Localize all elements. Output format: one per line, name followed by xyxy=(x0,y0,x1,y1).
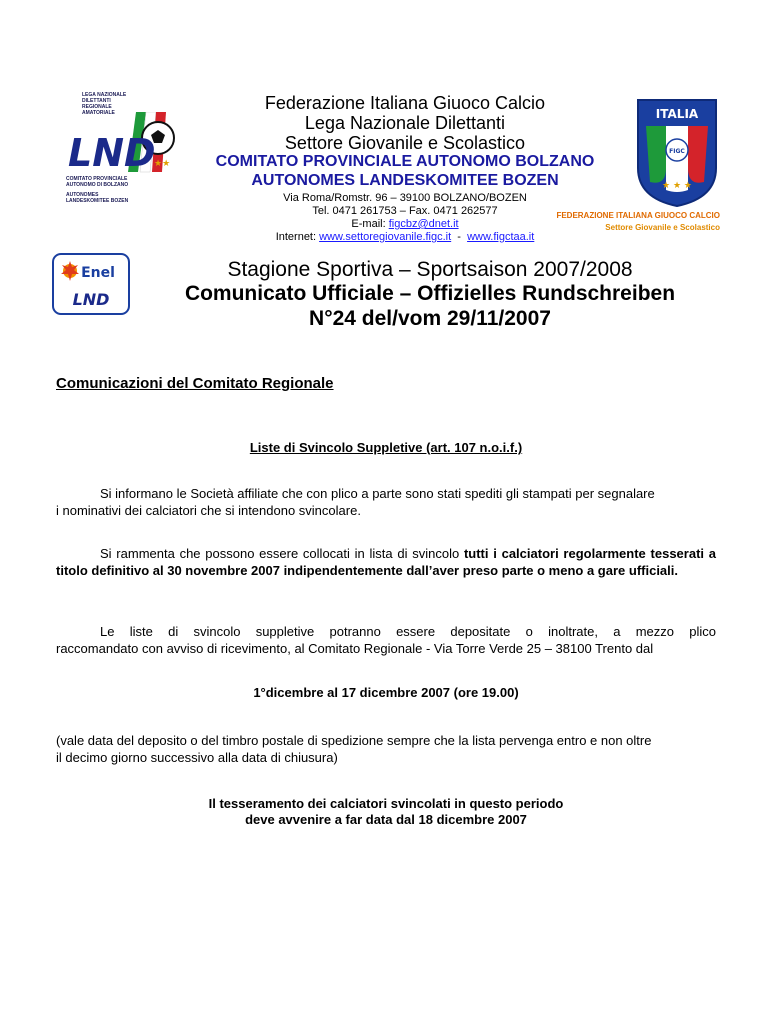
paragraph-1-line1: Si informano le Società affiliate che con plico a parte sono stati spediti gli stampati per segnalare xyxy=(100,486,655,501)
lnd-bottom-text-1: AUTONOMES xyxy=(66,192,99,198)
header-phone: Tel. 0471 261753 – Fax. 0471 262577 xyxy=(312,205,498,217)
subheading: Liste di Svincolo Suppletive (art. 107 n.o.i.f.) xyxy=(249,440,523,455)
website-link-figctaa[interactable]: www.figctaa.it xyxy=(467,231,535,243)
season-title: Stagione Sportiva – Sportsaison 2007/2008 xyxy=(227,258,633,281)
lnd-emblem-icon xyxy=(66,112,186,174)
paragraph-2-normal: Si rammenta che possono essere collocati in lista di svincolo xyxy=(100,546,464,561)
header-committee-it: COMITATO PROVINCIALE AUTONOMO BOLZANO xyxy=(215,153,595,170)
date-range: 1°dicembre al 17 dicembre 2007 (ore 19.00) xyxy=(253,685,519,700)
paragraph-1-line2: i nominativi dei calciatori che si intendono svincolare. xyxy=(56,503,361,518)
website-separator: - xyxy=(451,231,468,243)
paragraph-3 xyxy=(56,623,716,657)
header-internet-line xyxy=(190,231,620,244)
website-link-settoregiovanile[interactable]: www.settoregiovanile.figc.it xyxy=(319,231,452,243)
lnd-logo xyxy=(56,92,186,212)
paragraph-4 xyxy=(56,732,716,766)
paragraph-2-bold: tutti i calciatori regolarmente tesserati a titolo definitivo al 30 novembre 2007 indipendentemente dall’aver preso parte o meno a gare ufficiali. xyxy=(56,546,716,578)
paragraph-1 xyxy=(56,485,716,519)
lnd-mid-text-2: AUTONOMO DI BOLZANO xyxy=(66,182,129,188)
email-link[interactable]: figcbz@dnet.it xyxy=(388,218,459,230)
svg-text:LND: LND xyxy=(68,131,156,174)
comunicato-title: Comunicato Ufficiale – Offizielles Rundschreiben xyxy=(184,282,676,305)
svg-text:LND: LND xyxy=(72,290,110,309)
lnd-top-text-3: REGIONALE xyxy=(82,104,112,110)
lnd-mid-text xyxy=(66,176,128,188)
svg-text:★ ★ ★: ★ ★ ★ xyxy=(662,181,692,191)
comunicato-number: N°24 del/vom 29/11/2007 xyxy=(309,307,551,330)
header-address: Via Roma/Romstr. 96 – 39100 BOLZANO/BOZEN xyxy=(283,192,527,204)
header-federation: Federazione Italiana Giuoco Calcio xyxy=(264,93,546,113)
lnd-bottom-text-2: LANDESKOMITEE BOZEN xyxy=(66,198,129,204)
header-email-line xyxy=(190,218,620,231)
svg-text:FIGC: FIGC xyxy=(669,148,685,155)
lnd-mid-text-1: COMITATO PROVINCIALE xyxy=(66,176,128,182)
lnd-top-text-2: DILETTANTI xyxy=(82,98,111,104)
italia-figc-badge-icon xyxy=(636,98,718,208)
header-committee-de: AUTONOMES LANDESKOMITEE BOZEN xyxy=(251,172,559,189)
paragraph-4-line1: (vale data del deposito o del timbro postale di spedizione sempre che la lista pervenga entro e non oltre xyxy=(56,733,652,748)
lnd-top-text-4: AMATORIALE xyxy=(82,110,115,116)
figc-caption-line2: Settore Giovanile e Scolastico xyxy=(605,223,720,232)
paragraph-4-line2: il decimo giorno successivo alla data di chiusura) xyxy=(56,750,338,765)
svg-text:Enel: Enel xyxy=(81,265,115,281)
paragraph-3-line1: Le liste di svincolo suppletive potranno essere depositate o inoltrate, a mezzo plico xyxy=(100,624,716,639)
lnd-top-text-1: LEGA NAZIONALE xyxy=(82,92,127,98)
figc-caption-line1: FEDERAZIONE ITALIANA GIUOCO CALCIO xyxy=(556,211,720,220)
svg-text:★★: ★★ xyxy=(154,159,171,169)
svg-text:ITALIA: ITALIA xyxy=(655,107,699,121)
enel-lnd-logo-icon xyxy=(52,253,130,315)
paragraph-3-line2: raccomandato con avviso di ricevimento, al Comitato Regionale - Via Torre Verde 25 – 38100 Trento dal xyxy=(56,641,654,656)
paragraph-2 xyxy=(56,545,716,579)
email-label: E-mail: xyxy=(351,218,389,230)
header-sector: Settore Giovanile e Scolastico xyxy=(284,133,526,153)
section-heading: Comunicazioni del Comitato Regionale xyxy=(56,375,334,392)
internet-label: Internet: xyxy=(275,231,320,243)
header-league: Lega Nazionale Dilettanti xyxy=(304,113,506,133)
lnd-bottom-text xyxy=(66,192,128,204)
final-notice-line1: Il tesseramento dei calciatori svincolati in questo periodo xyxy=(208,796,564,811)
final-notice-line2: deve avvenire a far data dal 18 dicembre 2007 xyxy=(245,812,527,827)
